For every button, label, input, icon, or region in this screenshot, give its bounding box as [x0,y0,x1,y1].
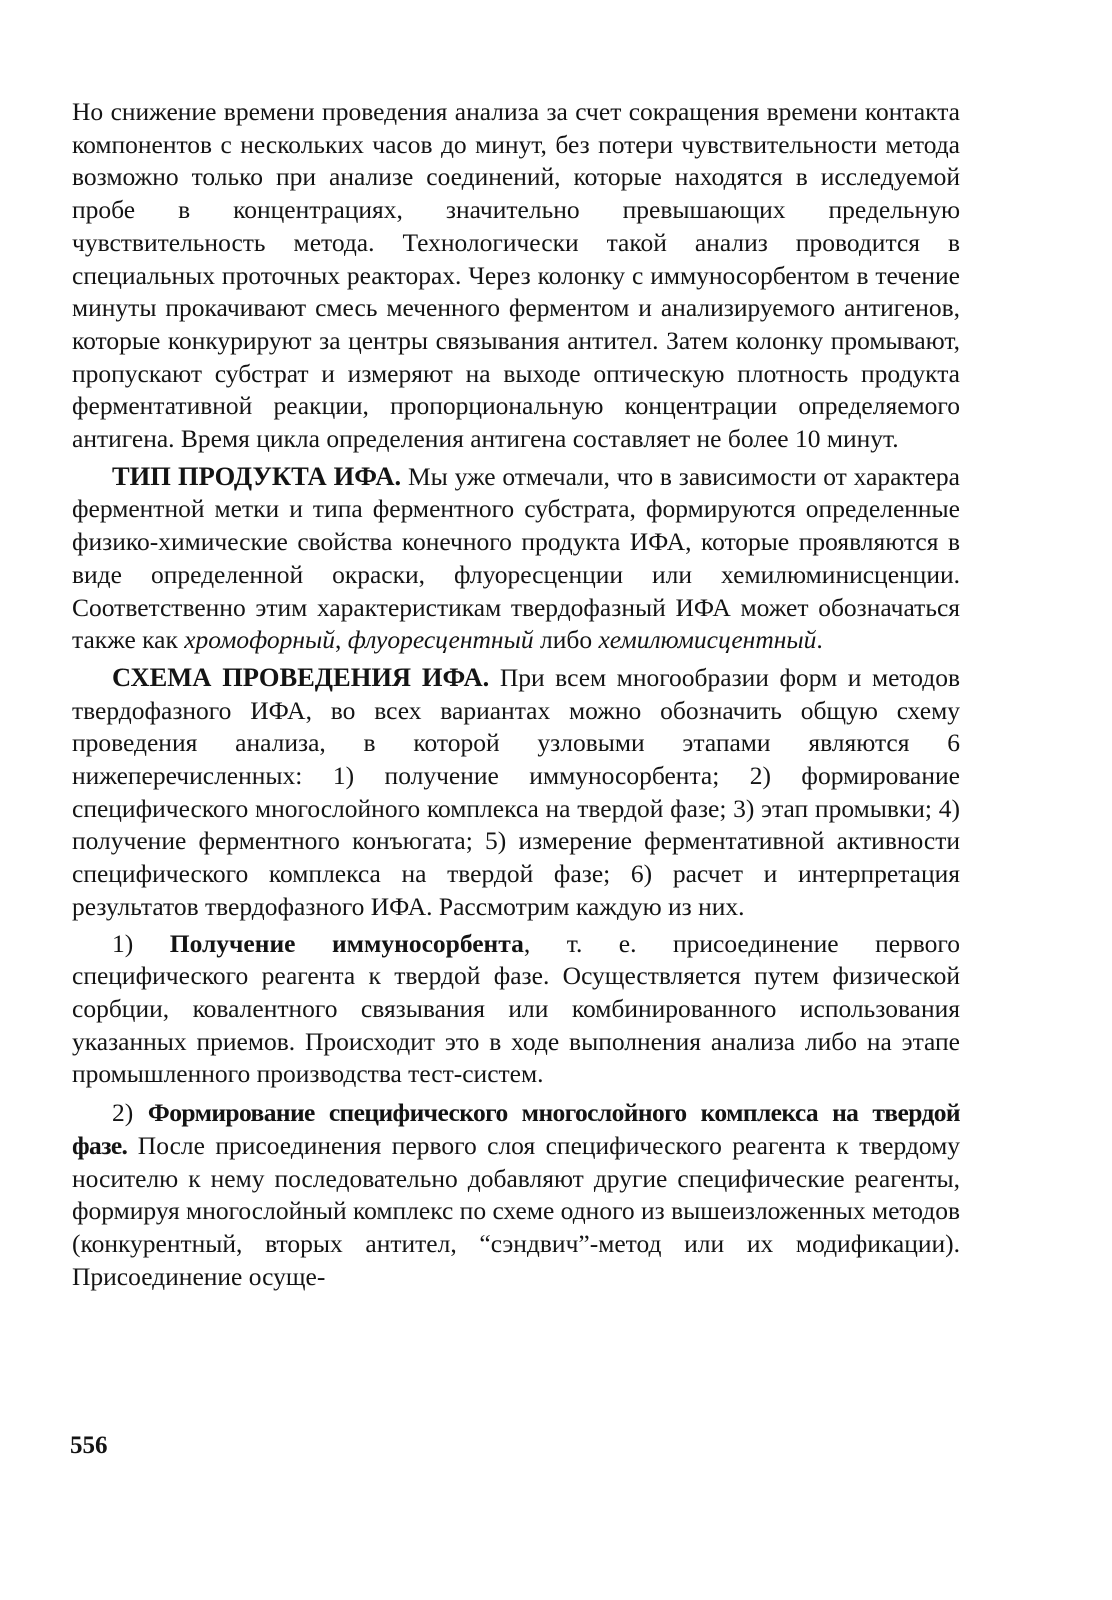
step-number: 1) [112,928,170,958]
paragraph-text: При всем многообразии форм и методов твердофазного ИФА, во всех вариантах можно обозначить общую схему проведения анализа, в которой узловыми этапами являются 6 нижеперечисленных: 1) получение иммуносорбента; 2) формирование специфического многослойного комплекса на твердой фазе; 3) этап промывки; 4) получение ферментного конъюгата; 5) измерение ферментативной активности специфического комплекса на твердой фазе; 6) расчет и интерпретация результатов твердофазного ИФА. Рассмотрим каждую из них. [72,662,960,921]
body-text [72,96,960,1293]
paragraph-end: . [816,625,823,655]
separator: либо [533,625,599,655]
term-chromophoric: хромофорный [184,625,336,655]
step-title: Получение иммуносорбента [169,928,524,958]
page-number: 556 [70,1432,108,1459]
step-number: 2) [112,1098,148,1128]
section-heading-scheme: СХЕМА ПРОВЕДЕНИЯ ИФА. [112,661,490,692]
paragraph-scheme [72,661,960,924]
section-heading-product-type: ТИП ПРОДУКТА ИФА. [112,460,402,491]
term-fluorescent: флуоресцентный [347,625,534,655]
paragraph-text: , т. е. присоединение первого специфического реагента к твердой фазе. Осуществляется путем физической сорбции, ковалентного связывания или комбинированного использования указанных приемов. Происходит это в ходе выполнения анализа либо на этапе промышленного производства тест-систем. [72,928,960,1089]
paragraph-1: Но снижение времени проведения анализа за счет сокращения времени контакта компонентов с нескольких часов до минут, без потери чувствительности метода возможно только при анализе соединений, которые находятся в исследуемой пробе в концентрациях, значительно превышающих предельную чувствительность метода. Технологически такой анализ проводится в специальных проточных реакторах. Через колонку с иммуносорбентом в течение минуты прокачивают смесь меченного ферментом и анализируемого антигенов, которые конкурируют за центры связывания антител. Затем колонку промывают, пропускают субстрат и измеряют на выходе оптическую плотность продукта ферментативной реакции, пропорциональную концентрации определяемого антигена. Время цикла определения антигена составляет не более 10 минут. [72,97,960,454]
paragraph-step-1 [72,928,960,1092]
separator: , [335,625,348,655]
paragraph-text: После присоединения первого слоя специфического реагента к твердому носителю к нему последовательно добавляют другие специфические реагенты, формируя многослойный комплекс по схеме одного из вышеизложенных методов (конкурентный, вторых антител, “сэндвич”-метод или их модификации). Присоединение осуще- [72,1130,960,1291]
paragraph-step-2 [72,1097,960,1293]
term-chemiluminescent: хемилюмисцентный [598,625,817,655]
step-title: Формирование специфического многослойного комплекса на твердой фазе. [72,1098,960,1160]
paragraph-product-type [72,460,960,657]
paragraph-text: Мы уже отмечали, что в зависимости от характера ферментной метки и типа ферментного субстрата, формируются определенные физико-химические свойства конечного продукта ИФА, которые проявляются в виде определенной окраски, флуоресценции или хемилюминисценции. Соответственно этим характеристикам твердофазный ИФА может обозначаться также как [72,461,960,655]
